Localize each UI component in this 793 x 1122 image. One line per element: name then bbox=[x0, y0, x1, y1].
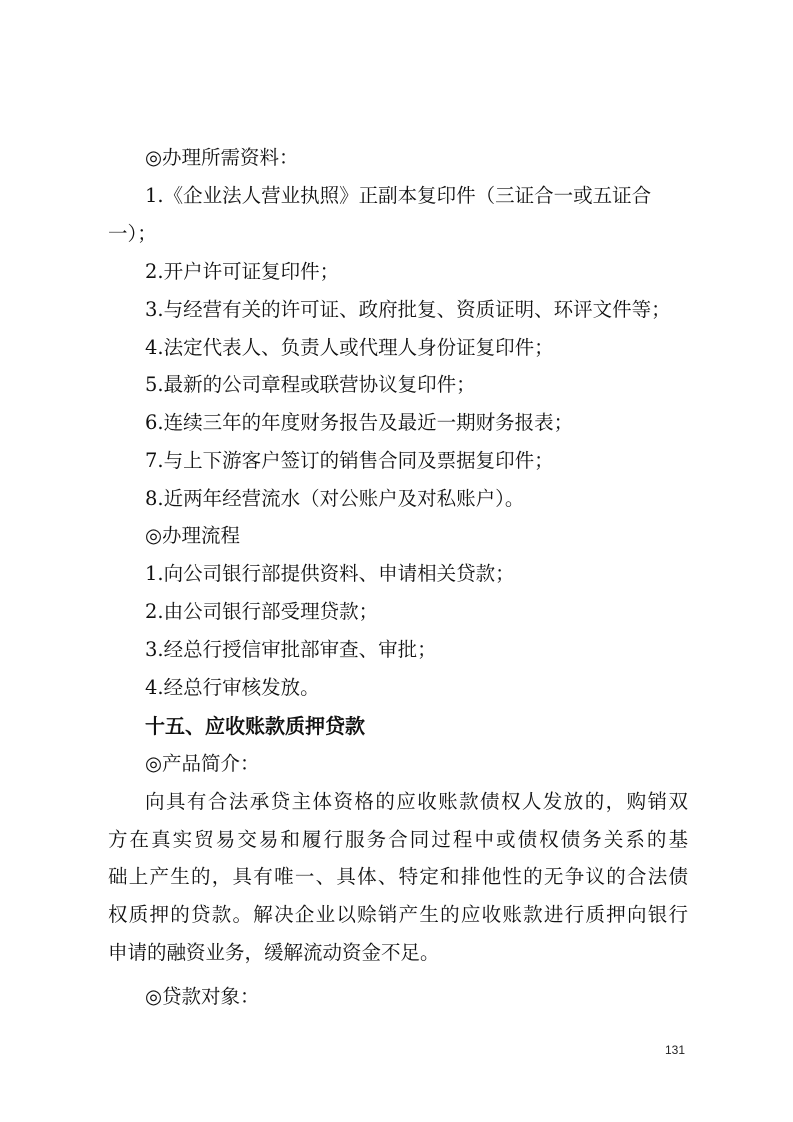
materials-item-7: 7.与上下游客户签订的销售合同及票据复印件； bbox=[145, 449, 554, 472]
materials-item-1-line-1: 1.《企业法人营业执照》正副本复印件（三证合一或五证合 bbox=[145, 184, 652, 207]
intro-paragraph-line-4: 权质押的贷款。解决企业以赊销产生的应收账款进行质押向银行 bbox=[108, 903, 688, 926]
process-step-3: 3.经总行授信审批部审查、审批； bbox=[145, 638, 437, 661]
process-step-2: 2.由公司银行部受理贷款； bbox=[145, 600, 379, 623]
materials-item-8: 8.近两年经营流水（对公账户及对私账户）。 bbox=[145, 487, 525, 510]
intro-heading: ◎产品简介： bbox=[145, 752, 260, 775]
intro-paragraph-line-2: 方在真实贸易交易和履行服务合同过程中或债权债务关系的基 bbox=[108, 828, 688, 851]
intro-paragraph-line-3: 础上产生的，具有唯一、具体、特定和排他性的无争议的合法债 bbox=[108, 865, 688, 888]
intro-paragraph-line-5: 申请的融资业务，缓解流动资金不足。 bbox=[108, 941, 440, 964]
materials-item-3: 3.与经营有关的许可证、政府批复、资质证明、环评文件等； bbox=[145, 298, 671, 321]
materials-item-4: 4.法定代表人、负责人或代理人身份证复印件； bbox=[145, 336, 554, 359]
materials-heading: ◎办理所需资料： bbox=[145, 146, 299, 169]
page-number: 131 bbox=[665, 1043, 686, 1057]
materials-item-1-line-2: 一）； bbox=[108, 222, 157, 245]
process-step-4: 4.经总行审核发放。 bbox=[145, 676, 320, 699]
section-title: 十五、应收账款质押贷款 bbox=[145, 714, 365, 738]
loan-target-heading: ◎贷款对象： bbox=[145, 985, 260, 1008]
intro-paragraph-line-1: 向具有合法承贷主体资格的应收账款债权人发放的，购销双 bbox=[145, 790, 688, 813]
materials-item-2: 2.开户许可证复印件； bbox=[145, 260, 340, 283]
materials-item-5: 5.最新的公司章程或联营协议复印件； bbox=[145, 373, 476, 396]
materials-item-6: 6.连续三年的年度财务报告及最近一期财务报表； bbox=[145, 411, 574, 434]
process-step-1: 1.向公司银行部提供资料、申请相关贷款； bbox=[145, 562, 515, 585]
process-heading: ◎办理流程 bbox=[145, 524, 241, 547]
